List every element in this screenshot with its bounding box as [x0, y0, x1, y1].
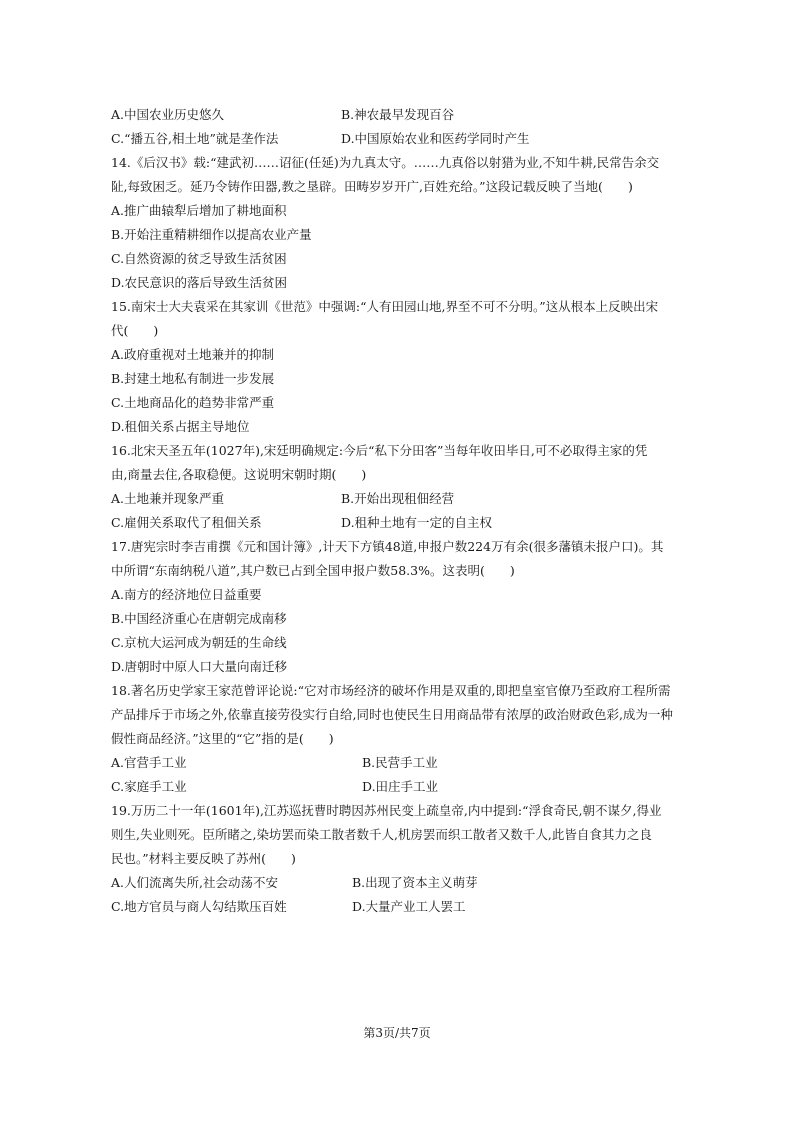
q18-option-b: B.民营手工业: [362, 755, 438, 770]
q17-stem-line-2: 中所谓“东南纳税八道”,其户数已占到全国申报户数58.3%。这表明( ): [111, 563, 515, 578]
q19-option-c: C.地方官员与商人勾结欺压百姓: [111, 899, 287, 914]
q15-option-b: B.封建土地私有制进一步发展: [111, 371, 275, 386]
q14-option-c: C.自然资源的贫乏导致生活贫困: [111, 251, 287, 266]
q18-stem-line-3: 假性商品经济。”这里的“它”指的是( ): [111, 731, 334, 746]
q15-option-c: C.土地商品化的趋势非常严重: [111, 395, 275, 410]
q15-option-a: A.政府重视对土地兼并的抑制: [111, 347, 275, 362]
page-number: 第3页/共7页: [363, 1026, 431, 1040]
q19-stem-line-1: 19.万历二十一年(1601年),江苏巡抚曹时聘因苏州民变上疏皇帝,内中提到:“浮食奇民,朝不谋夕,得业: [111, 803, 662, 818]
q13-option-a: A.中国农业历史悠久: [111, 107, 225, 122]
q14-option-d: D.农民意识的落后导致生活贫困: [111, 275, 288, 290]
q17-option-a: A.南方的经济地位日益重要: [111, 587, 262, 602]
q17-option-d: D.唐朝时中原人口大量向南迁移: [111, 659, 288, 674]
q18-stem-line-1: 18.著名历史学家王家范曾评论说:“它对市场经济的破坏作用是双重的,即把皇室官僚乃至政府工程所需: [111, 683, 671, 698]
q14-option-a: A.推广曲辕犁后增加了耕地面积: [111, 203, 287, 218]
q17-option-b: B.中国经济重心在唐朝完成南移: [111, 611, 287, 626]
q19-option-d: D.大量产业工人罢工: [352, 899, 466, 914]
q13-option-b: B.神农最早发现百谷: [341, 107, 455, 122]
q14-stem-line-2: 阯,每致困乏。延乃令铸作田器,教之垦辟。田畴岁岁开广,百姓充给。”这段记载反映了当地( ): [111, 179, 633, 194]
q14-option-b: B.开始注重精耕细作以提高农业产量: [111, 227, 312, 242]
q15-stem-line-1: 15.南宋士大夫袁采在其家训《世范》中强调:“人有田园山地,界至不可不分明。”这从根本上反映出宋: [111, 299, 659, 314]
q18-stem-line-2: 产品排斥于市场之外,依靠直接劳役实行自给,同时也使民生日用商品带有浓厚的政治财政色彩,成为一种: [111, 707, 673, 722]
q16-option-d: D.租种土地有一定的自主权: [341, 515, 493, 530]
q16-option-c: C.雇佣关系取代了租佃关系: [111, 515, 262, 530]
q19-option-a: A.人们流离失所,社会动荡不安: [111, 875, 278, 890]
q16-stem-line-1: 16.北宋天圣五年(1027年),宋廷明确规定:今后“私下分田客”当每年收田毕日,可不必取得主家的凭: [111, 443, 648, 458]
q14-stem-line-1: 14.《后汉书》载:“建武初……诏征(任延)为九真太守。……九真俗以射猎为业,不知牛耕,民常告余交: [111, 155, 660, 170]
q16-stem-line-2: 由,商量去住,各取稳便。这说明宋朝时期( ): [111, 467, 367, 482]
q19-stem-line-2: 则生,失业则死。臣所睹之,染坊罢而染工散者数千人,机房罢而织工散者又数千人,此皆自食其力之良: [111, 827, 652, 842]
q13-option-d: D.中国原始农业和医药学同时产生: [341, 131, 530, 146]
q15-stem-line-2: 代( ): [111, 323, 159, 338]
q18-option-a: A.官营手工业: [111, 755, 187, 770]
q16-option-a: A.土地兼并现象严重: [111, 491, 225, 506]
q13-option-c: C.“播五谷,相土地”就是垄作法: [111, 131, 279, 146]
q18-option-d: D.田庄手工业: [362, 779, 439, 794]
q17-option-c: C.京杭大运河成为朝廷的生命线: [111, 635, 287, 650]
q16-option-b: B.开始出现租佃经营: [341, 491, 455, 506]
q17-stem-line-1: 17.唐宪宗时李吉甫撰《元和国计簿》,计天下方镇48道,申报户数224万有余(很多藩镇未报户口)。其: [111, 539, 664, 554]
q15-option-d: D.租佃关系占据主导地位: [111, 419, 250, 434]
q18-option-c: C.家庭手工业: [111, 779, 187, 794]
q19-stem-line-3: 民也。”材料主要反映了苏州( ): [111, 851, 296, 866]
q19-option-b: B.出现了资本主义萌芽: [352, 875, 478, 890]
